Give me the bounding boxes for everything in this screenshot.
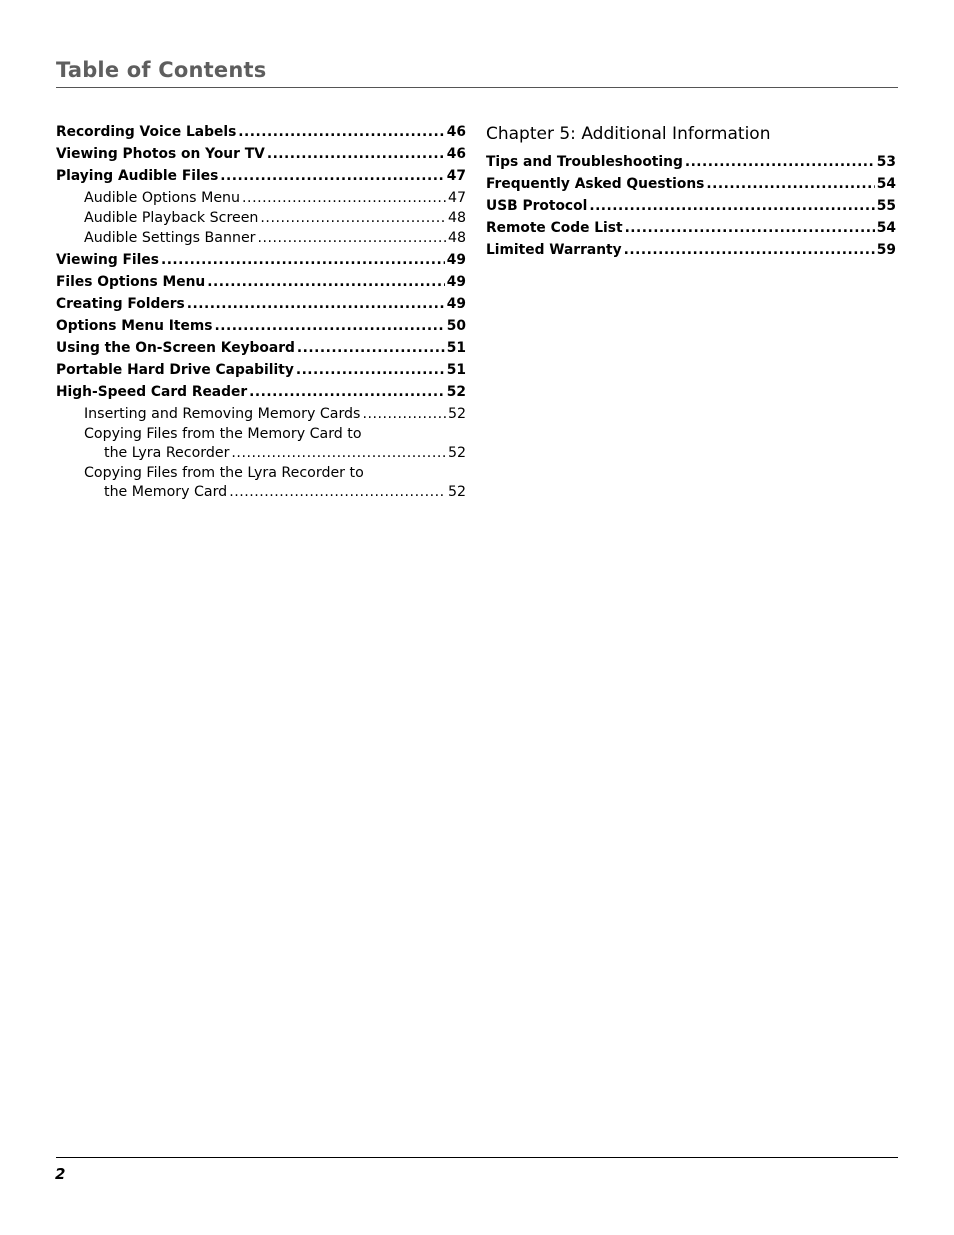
footer-divider <box>56 1157 898 1158</box>
dot-leader <box>187 294 445 314</box>
toc-entry-label: Creating Folders <box>56 296 185 312</box>
dot-leader <box>214 316 444 336</box>
toc-page-number: 46 <box>446 146 466 162</box>
toc-entry-label: Viewing Files <box>56 252 159 268</box>
dot-leader <box>589 196 874 216</box>
dot-leader <box>207 272 445 292</box>
toc-page-number: 49 <box>446 274 466 290</box>
dot-leader <box>297 338 445 358</box>
toc-entry-label: USB Protocol <box>486 198 588 214</box>
toc-entry-label: Remote Code List <box>486 220 623 236</box>
toc-entry-recording-voice-labels[interactable] <box>56 122 466 144</box>
header-divider <box>56 87 898 88</box>
toc-entry-card-reader[interactable] <box>56 382 466 404</box>
dot-leader <box>624 240 875 260</box>
toc-entry-tips-troubleshooting[interactable] <box>486 152 896 174</box>
toc-entry-audible-playback-screen[interactable] <box>56 208 466 228</box>
toc-entry-label-continued: the Lyra Recorder <box>104 445 230 461</box>
toc-page-number: 48 <box>447 210 466 226</box>
toc-entry-audible-settings-banner[interactable] <box>56 228 466 250</box>
dot-leader <box>362 404 446 424</box>
toc-page-number: 54 <box>876 220 896 236</box>
toc-entry-label: Playing Audible Files <box>56 168 219 184</box>
toc-entry-inserting-memory-cards[interactable] <box>56 404 466 424</box>
toc-entry-label: Viewing Photos on Your TV <box>56 146 265 162</box>
toc-page-number: 53 <box>876 154 896 170</box>
toc-entry-viewing-files[interactable] <box>56 250 466 272</box>
dot-leader <box>161 250 445 270</box>
toc-page-number: 52 <box>447 445 466 461</box>
dot-leader <box>231 443 446 463</box>
toc-page-number: 48 <box>447 230 466 246</box>
toc-right-column <box>486 122 896 262</box>
toc-entry-files-options-menu[interactable] <box>56 272 466 294</box>
toc-entry-copy-recorder-to-card[interactable] <box>56 463 466 502</box>
toc-page-number: 51 <box>446 362 466 378</box>
toc-entry-on-screen-keyboard[interactable] <box>56 338 466 360</box>
toc-entry-label: Audible Options Menu <box>84 190 241 206</box>
dot-leader <box>258 228 446 248</box>
toc-entry-label-continued: the Memory Card <box>104 484 228 500</box>
toc-page-number: 51 <box>446 340 466 356</box>
page-number: 2 <box>55 1165 66 1183</box>
toc-entry-label: Portable Hard Drive Capability <box>56 362 294 378</box>
dot-leader <box>267 144 445 164</box>
toc-page-number: 54 <box>876 176 896 192</box>
toc-page-number: 47 <box>446 168 466 184</box>
dot-leader <box>260 208 446 228</box>
chapter-heading: Chapter 5: Additional Information <box>486 124 771 144</box>
toc-page-number: 50 <box>446 318 466 334</box>
toc-entry-label: Using the On-Screen Keyboard <box>56 340 295 356</box>
toc-entry-label: Files Options Menu <box>56 274 206 290</box>
toc-entry-copy-card-to-recorder[interactable] <box>56 424 466 463</box>
toc-entry-label: Audible Settings Banner <box>84 230 256 246</box>
toc-left-column <box>56 122 466 502</box>
toc-entry-label: Copying Files from the Lyra Recorder to <box>84 465 364 481</box>
toc-entry-label: Inserting and Removing Memory Cards <box>84 406 361 422</box>
toc-entry-creating-folders[interactable] <box>56 294 466 316</box>
toc-entry-faq[interactable] <box>486 174 896 196</box>
toc-page-number: 47 <box>447 190 466 206</box>
toc-entry-label: Frequently Asked Questions <box>486 176 705 192</box>
toc-entry-label: Copying Files from the Memory Card to <box>84 426 362 442</box>
toc-page-number: 52 <box>446 384 466 400</box>
toc-entry-viewing-photos[interactable] <box>56 144 466 166</box>
dot-leader <box>242 188 446 208</box>
dot-leader <box>220 166 445 186</box>
toc-entry-label: High-Speed Card Reader <box>56 384 248 400</box>
toc-entry-label: Recording Voice Labels <box>56 124 237 140</box>
toc-page-number: 55 <box>876 198 896 214</box>
page-title: Table of Contents <box>56 58 267 82</box>
toc-page-number: 52 <box>447 406 466 422</box>
toc-page-number: 49 <box>446 252 466 268</box>
toc-entry-label: Options Menu Items <box>56 318 213 334</box>
toc-page-number: 46 <box>446 124 466 140</box>
toc-entry-label: Tips and Troubleshooting <box>486 154 683 170</box>
toc-entry-remote-code-list[interactable] <box>486 218 896 240</box>
toc-entry-options-menu-items[interactable] <box>56 316 466 338</box>
toc-entry-label: Audible Playback Screen <box>84 210 259 226</box>
dot-leader <box>296 360 445 380</box>
toc-page-number: 52 <box>447 484 466 500</box>
toc-entry-portable-hard-drive[interactable] <box>56 360 466 382</box>
dot-leader <box>685 152 875 172</box>
toc-entry-label: Limited Warranty <box>486 242 622 258</box>
toc-page-number: 59 <box>876 242 896 258</box>
dot-leader <box>706 174 874 194</box>
dot-leader <box>249 382 445 402</box>
dot-leader <box>229 482 446 502</box>
toc-entry-playing-audible-files[interactable] <box>56 166 466 188</box>
toc-entry-limited-warranty[interactable] <box>486 240 896 262</box>
dot-leader <box>625 218 875 238</box>
toc-page-number: 49 <box>446 296 466 312</box>
toc-entry-usb-protocol[interactable] <box>486 196 896 218</box>
toc-entry-audible-options-menu[interactable] <box>56 188 466 208</box>
dot-leader <box>238 122 445 142</box>
